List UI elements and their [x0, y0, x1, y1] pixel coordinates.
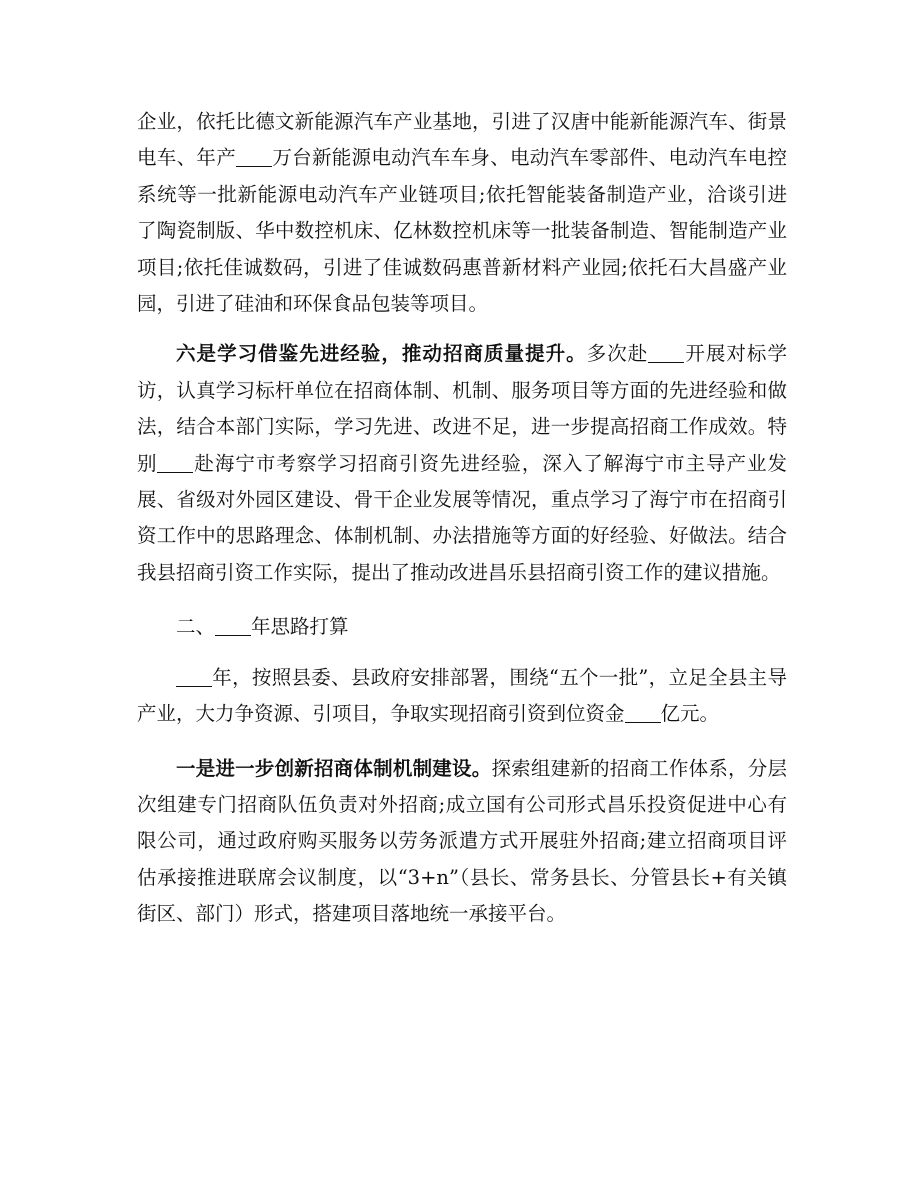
paragraph-text: 企业，依托比德文新能源汽车产业基地，引进了汉唐中能新能源汽车、街景电车、年产 — [137, 110, 787, 170]
fill-blank — [648, 343, 684, 364]
paragraph-mechanism-innovation — [137, 751, 787, 933]
paragraph-text: 探索组建新的招商工作体系，分层次组建专门招商队伍负责对外招商;成立国有公司形式昌乐投资促进中心有限公司，通过政府购买服务以劳务派遣方式开展驻外招商;建立招商项目评估承接推进联席会议制度，以“3+n”（县长、常务县长、分管县长+有关镇街区、部门）形式，搭建项目落地统一承接平台。 — [137, 756, 787, 926]
paragraph-learning-experience — [137, 336, 787, 591]
paragraph-text: 万台新能源电动汽车车身、电动汽车零部件、电动汽车电控系统等一批新能源电动汽车产业链项目;依托智能装备制造产业，洽谈引进了陶瓷制版、华中数控机床、亿林数控机床等一批装备制造、智能制造产业项目;依托佳诚数码，引进了佳诚数码惠普新材料产业园;依托石大昌盛产业园，引进了硅油和环保食品包装等项目。 — [137, 146, 787, 316]
heading-suffix: 年思路打算 — [251, 615, 349, 639]
fill-blank — [236, 147, 272, 168]
fill-blank — [157, 452, 193, 473]
fill-blank — [625, 703, 661, 724]
paragraph-text: 年，按照县委、县政府安排部署，围绕“五个一批”，立足全县主导产业，大力争资源、引项目，争取实现招商引资到位资金 — [137, 665, 787, 726]
paragraph-industry-chain — [137, 104, 787, 322]
paragraph-lead-bold: 六是学习借鉴先进经验，推动招商质量提升。 — [176, 342, 587, 366]
paragraph-text: 亿元。 — [660, 702, 720, 726]
fill-blank — [176, 666, 212, 687]
paragraph-text: 多次赴 — [586, 342, 649, 366]
fill-blank — [215, 616, 251, 637]
document-page — [137, 104, 787, 933]
paragraph-text: 开展对标学访，认真学习标杆单位在招商体制、机制、服务项目等方面的先进经验和做法，结合本部门实际，学习先进、改进不足，进一步提高招商工作成效。特别 — [137, 342, 787, 475]
paragraph-plan-overview — [137, 660, 787, 733]
heading-prefix: 二、 — [176, 615, 216, 639]
paragraph-lead-bold: 一是进一步创新招商体制机制建设。 — [176, 756, 492, 780]
paragraph-text: 赴海宁市考察学习招商引资先进经验，深入了解海宁市主导产业发展、省级对外园区建设、骨干企业发展等情况，重点学习了海宁市在招商引资工作中的思路理念、体制机制、办法措施等方面的好经验、好做法。结合我县招商引资工作实际，提出了推动改进昌乐县招商引资工作的建议措施。 — [137, 451, 787, 584]
section-heading — [137, 609, 787, 645]
